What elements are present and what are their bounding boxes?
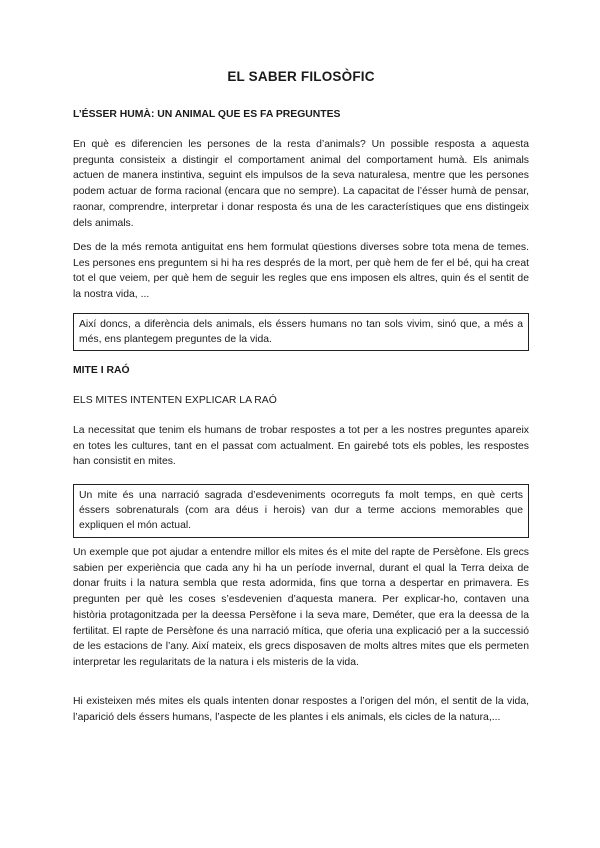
section-subheading-myths: ELS MITES INTENTEN EXPLICAR LA RAÓ: [73, 395, 277, 406]
highlight-box-myth-text: Un mite és una narració sagrada d’esdeveniments ocorreguts fa molt temps, en què certs éssers sobrenaturals (com ara déus i herois) van dur a terme accions memorables que expliquen el món actual.: [79, 490, 523, 532]
highlight-box-questions: [73, 313, 529, 351]
paragraph-persephone: Un exemple que pot ajudar a entendre millor els mites és el mite del rapte de Persèfone. Els grecs sabien per experiència que cada any hi ha un període invernal, durant el qual la Terra deixa de donar fruits i la natura sembla que resta adormida, fins que torna a despertar en primavera. Es pregunten per què les coses s’esdevenien d’aquesta manera. Per explicar-ho, contaven una història protagonitzada per la deessa Persèfone i la seva mare, Deméter, que era la deessa de la fertilitat. El rapte de Persèfone és una narració mítica, que oferia una explicació per a la successió de les estacions de l’any. Així mateix, els grecs disposaven de molts altres mites que els permeten interpretar les regularitats de la natura i els misteris de la vida.: [73, 547, 529, 668]
section-heading-human: L’ÉSSER HUMÀ: UN ANIMAL QUE ES FA PREGUNTES: [73, 109, 341, 120]
highlight-box-text: Així doncs, a diferència dels animals, els éssers humans no tan sols vivim, sinó que, a més a més, ens plantegem preguntes de la vida.: [79, 319, 523, 346]
page-title: EL SABER FILOSÒFIC: [227, 69, 375, 84]
paragraph-other-myths: Hi existeixen més mites els quals intenten donar respostes a l’origen del món, el sentit de la vida, l’aparició dels éssers humans, l’aspecte de les plantes i els animals, els cicles de la natura,...: [73, 696, 529, 723]
paragraph-need-answers: La necessitat que tenim els humans de trobar respostes a tot per a les nostres preguntes apareix en totes les cultures, tant en el passat com actualment. En gairebé tots els pobles, les respostes han consistit en mites.: [73, 425, 529, 468]
highlight-box-myth-definition: [73, 484, 529, 538]
paragraph-ancient-questions: Des de la més remota antiguitat ens hem formulat qüestions diverses sobre tota mena de temes. Les persones ens preguntem si hi ha res després de la mort, per què hem de fer el bé, qui ha creat tot el que veiem, per què hem de seguir les regles que ens imposen els altres, quin és el sentit de la nostra vida, ...: [73, 242, 529, 301]
section-heading-myth: MITE I RAÓ: [73, 365, 130, 376]
paragraph-human-vs-animal: En què es diferencien les persones de la resta d’animals? Un possible resposta a aquesta pregunta consisteix a distingir el comportament animal del comportament humà. Els animals actuen de manera instintiva, seguint els impulsos de la seva naturalesa, mentre que les persones podem actuar de forma racional (encara que no sempre). La capacitat de l’ésser humà de pensar, raonar, comprendre, interpretar i donar resposta és una de les característiques que ens distingeix dels animals.: [73, 139, 529, 229]
